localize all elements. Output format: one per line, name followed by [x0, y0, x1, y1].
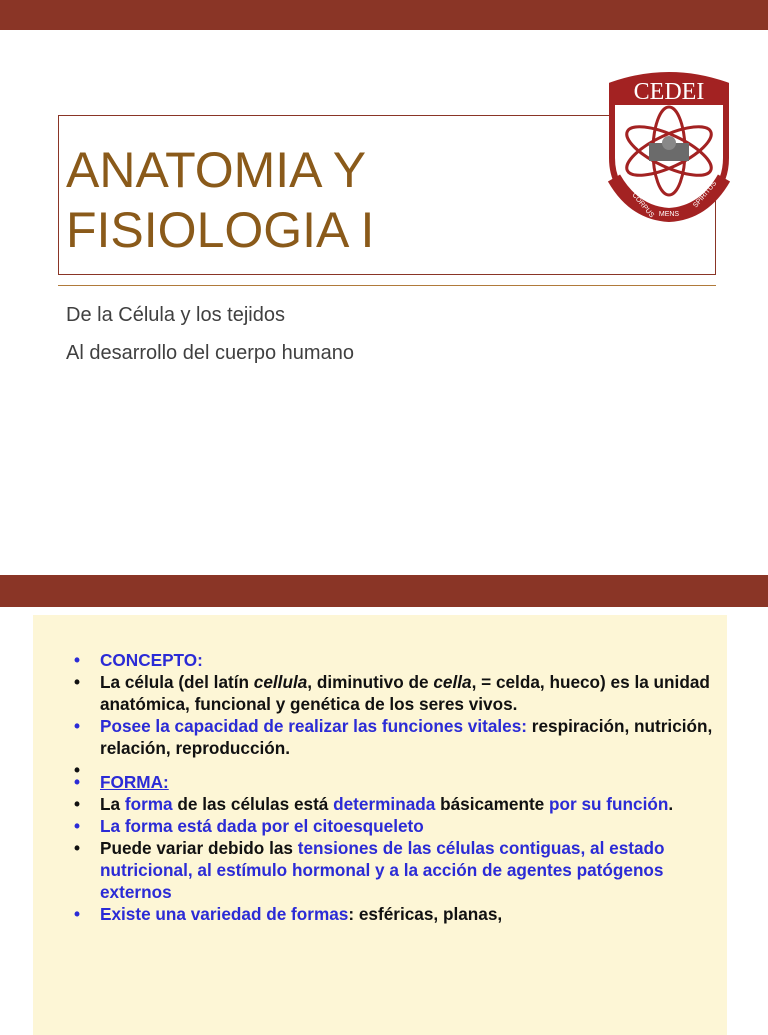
cedei-logo	[604, 63, 734, 223]
text-segment: La	[100, 794, 125, 814]
logo-motto-right: SPIRITUS	[692, 180, 719, 210]
subtitle-2: Al desarrollo del cuerpo humano	[66, 342, 354, 364]
list-item-shapes	[74, 903, 714, 925]
text-segment: tensiones de las células contiguas, al estado nutricional, al estímulo hormonal y a la acción de agentes patógenos externos	[100, 838, 665, 902]
text-segment: : esféricas, planas,	[348, 904, 503, 924]
text-segment: :	[521, 716, 528, 736]
slide-title	[66, 140, 374, 260]
text-segment: .	[668, 794, 674, 814]
cell-concept-list	[74, 649, 714, 925]
text-segment: Posee la capacidad de realizar las funciones vitales	[100, 716, 522, 736]
list-item-concept-heading: • CONCEPTO:	[74, 649, 714, 671]
text-segment: respiración, nutrición, relación, reproducción.	[100, 716, 713, 758]
list-item-cytoskeleton: • La forma está dada por el citoesqueleto	[74, 815, 714, 837]
text-segment: cella	[433, 672, 472, 692]
text-segment: determinada	[333, 794, 436, 814]
text-segment: básicamente	[435, 794, 550, 814]
list-item-form-function	[74, 793, 714, 815]
slide-divider-bar	[0, 575, 768, 607]
text-segment: de las células está	[172, 794, 334, 814]
title-underline	[58, 285, 716, 286]
title-line-2: FISIOLOGIA I	[66, 202, 375, 258]
list-item-vital-functions	[74, 715, 714, 759]
logo-motto-center: MENS	[658, 211, 680, 218]
list-spacer	[74, 759, 714, 771]
list-item-definition	[74, 671, 714, 715]
text-segment: La célula (del latín	[100, 672, 254, 692]
text-segment: forma	[124, 794, 173, 814]
list-item-forma-heading	[74, 771, 714, 793]
logo-motto-left: CORPUS	[630, 191, 656, 220]
text-segment: , = celda, hueco) es la unidad anatómica, funcional y genética de los seres vivos.	[100, 672, 710, 714]
text-segment: Existe una variedad de formas	[100, 904, 349, 924]
list-item-variation	[74, 837, 714, 903]
subtitle-1: De la Célula y los tejidos	[66, 304, 285, 326]
logo-text: CEDEI	[633, 79, 705, 105]
title-line-1: ANATOMIA Y	[66, 142, 367, 198]
text-segment: Puede variar debido las	[100, 838, 298, 858]
top-accent-bar	[0, 0, 768, 30]
text-segment: FORMA:	[100, 772, 169, 792]
text-segment: por su función	[549, 794, 669, 814]
text-segment: , diminutivo de	[307, 672, 434, 692]
text-segment: cellula	[253, 672, 308, 692]
